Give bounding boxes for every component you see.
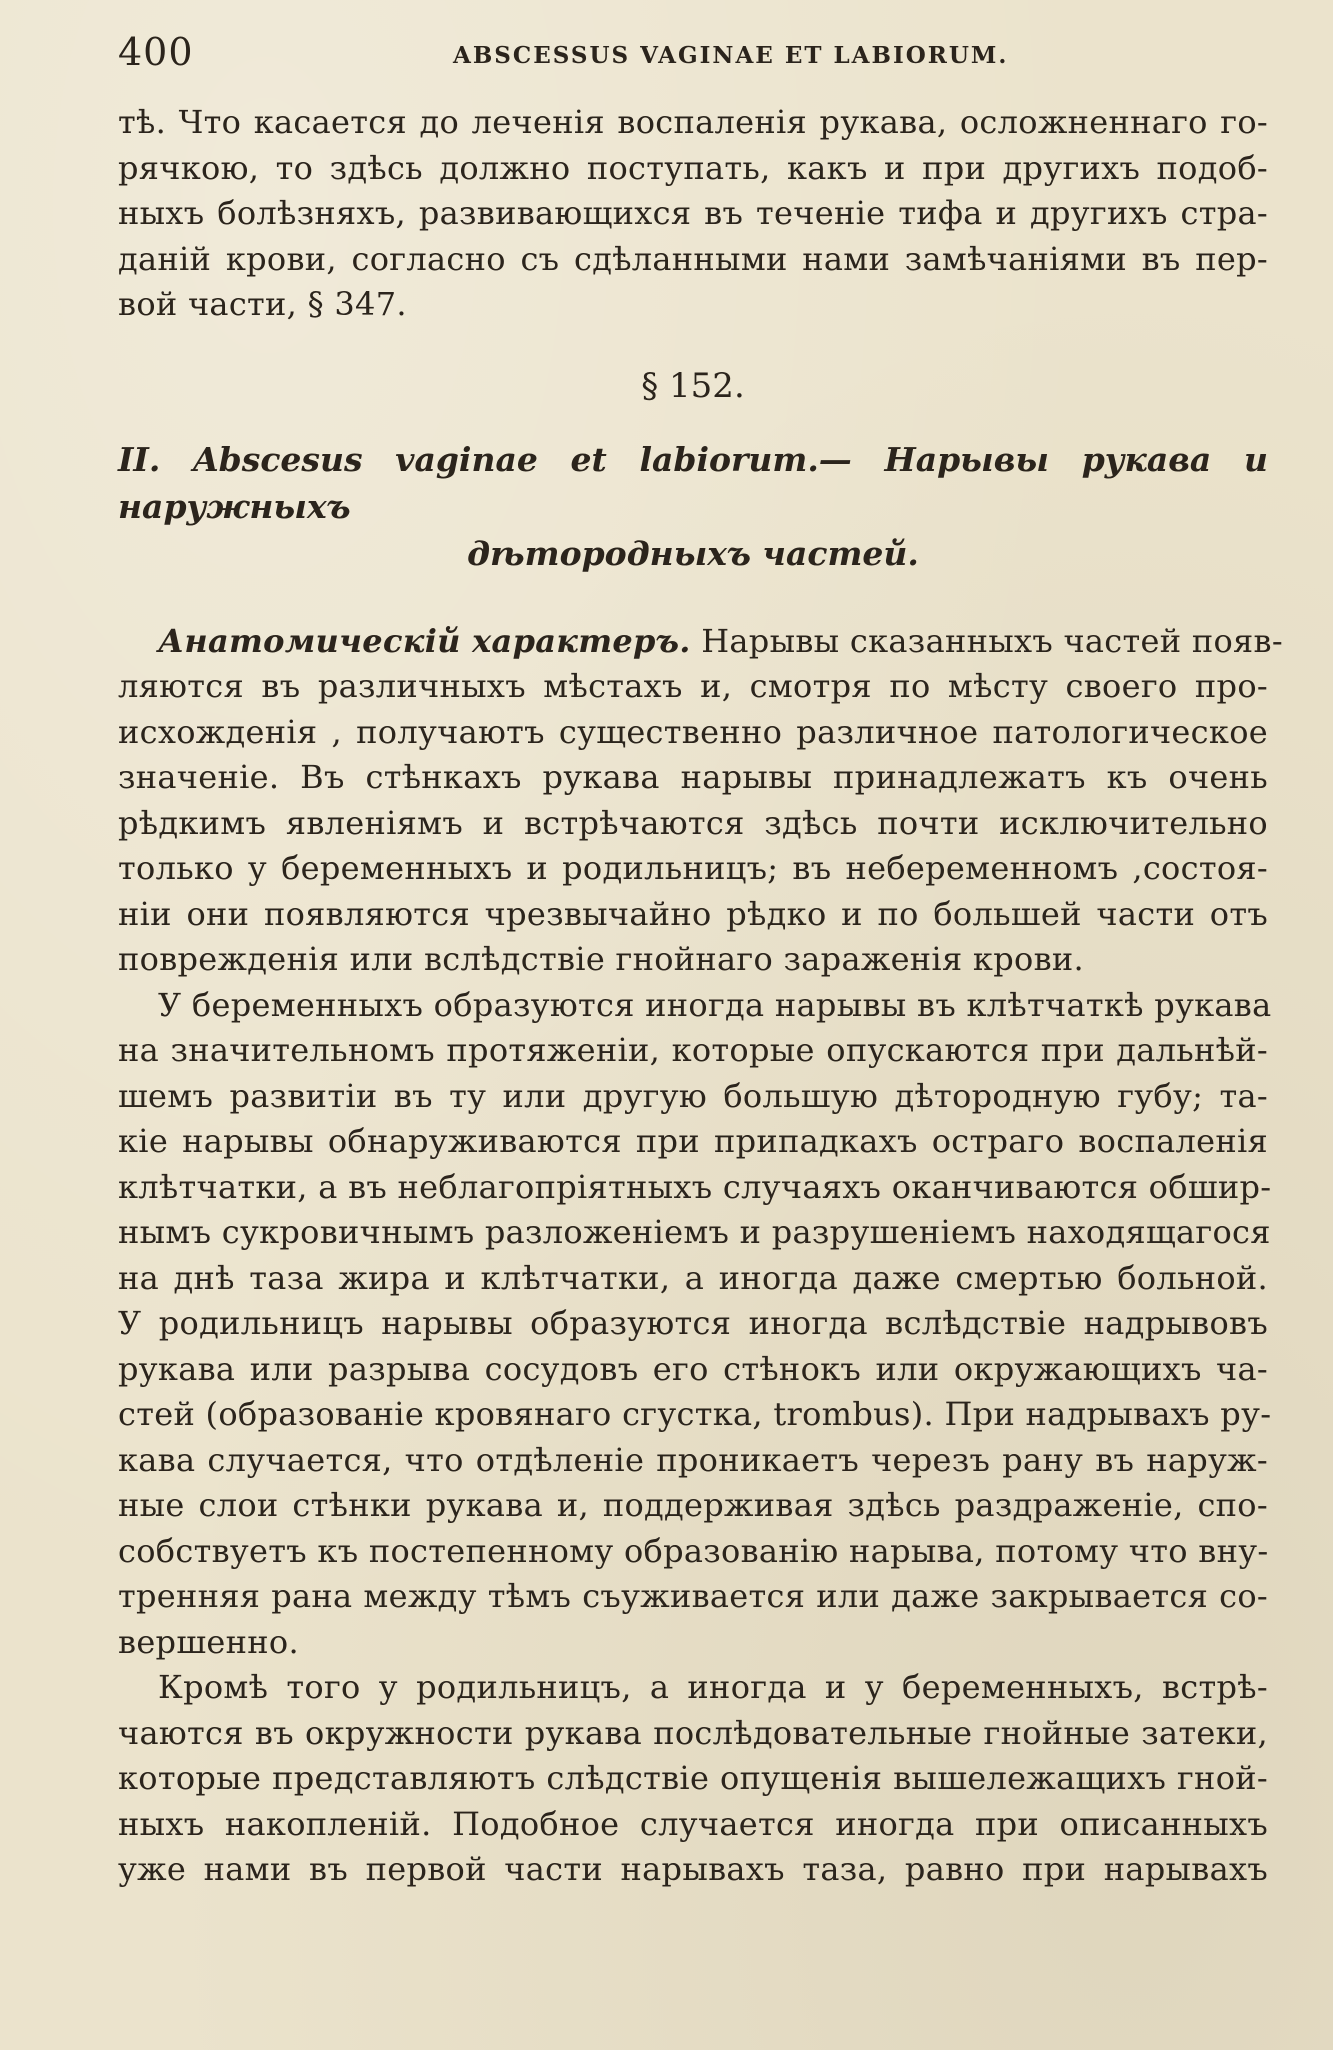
page-body xyxy=(118,100,1283,1893)
text-line: клѣтчатки, а въ неблагопріятныхъ случаяхъ оканчиваются обшир- xyxy=(118,1167,1272,1206)
text-line: нымъ сукровичнымъ разложеніемъ и разрушеніемъ находящагося xyxy=(118,1213,1271,1251)
paragraph-4 xyxy=(118,1665,1268,1893)
section-number: § 152. xyxy=(641,365,745,406)
text-line: вершенно. xyxy=(118,1622,299,1661)
text-line: на значительномъ протяженіи, которые опускаются при дальнѣй- xyxy=(118,1031,1268,1069)
text-line: стей (образованіе кровянаго сгустка, trombus). При надрывахъ ру- xyxy=(118,1395,1272,1433)
text-line: чаются въ окружности рукава послѣдовательные гнойные затеки, xyxy=(118,1713,1268,1752)
text-line: Кромѣ того у родильницъ, а иногда и у беременныхъ, встрѣ- xyxy=(158,1668,1268,1706)
text-line: исхожденія , получаютъ существенно различное патологическое xyxy=(118,712,1268,751)
text-line: даній крови, согласно съ сдѣланными нами замѣчаніями въ пер- xyxy=(118,239,1268,278)
page-number: 400 xyxy=(118,30,194,74)
text-line: значеніе. Въ стѣнкахъ рукава нарывы принадлежатъ къ очень xyxy=(118,758,1268,796)
section-title-line-1: II. Abscesus vaginae et labiorum.— Нарывы рукава и наружныхъ xyxy=(118,439,1268,526)
text-line: рукава или разрыва сосудовъ его стѣнокъ или окружающихъ ча- xyxy=(118,1349,1268,1388)
text-line: только у беременныхъ и родильницъ; въ небеременномъ ,состоя- xyxy=(118,849,1268,887)
running-head: ABSCESSUS VAGINAE ET LABIORUM. xyxy=(453,42,1009,69)
page-header xyxy=(118,30,1268,80)
lead-rest: Нарывы сказанныхъ частей появ- xyxy=(701,621,1283,660)
text-line: ныхъ накопленій. Подобное случается иногда при описанныхъ xyxy=(118,1804,1268,1843)
text-line: У родильницъ нарывы образуются иногда вслѣдствіе надрывовъ xyxy=(118,1304,1268,1342)
text-line: рѣдкимъ явленіямъ и встрѣчаются здѣсь почти исключительно xyxy=(118,803,1268,842)
text-line: которые представляютъ слѣдствіе опущенія вышележащихъ гной- xyxy=(118,1759,1268,1797)
section-title-line-2: дѣтородныхъ частей. xyxy=(467,533,919,573)
text-line: тѣ. Что касается до леченія воспаленія рукава, осложненнаго го- xyxy=(118,103,1268,141)
lead-phrase: Анатомическій характеръ. xyxy=(158,621,691,660)
text-line: на днѣ таза жира и клѣтчатки, а иногда даже смертью больной. xyxy=(118,1258,1268,1297)
text-line: тренняя рана между тѣмъ съуживается или даже закрывается со- xyxy=(118,1577,1268,1615)
text-line: рячкою, то здѣсь должно поступать, какъ и при другихъ подоб- xyxy=(118,148,1268,187)
text-line: ные слои стѣнки рукава и, поддерживая здѣсь раздраженіе, спо- xyxy=(118,1486,1268,1524)
text-line: кава случается, что отдѣленіе проникаетъ черезъ рану въ наруж- xyxy=(118,1440,1268,1479)
text-line: ніи они появляются чрезвычайно рѣдко и по большей части отъ xyxy=(118,894,1268,933)
text-line: уже нами въ первой части нарывахъ таза, равно при нарывахъ xyxy=(118,1850,1268,1888)
text-line: вой части, § 347. xyxy=(118,285,407,323)
text-line: собствуетъ къ постепенному образованію нарыва, потому что вну- xyxy=(118,1531,1269,1570)
text-line: шемъ развитіи въ ту или другую большую дѣтородную губу; та- xyxy=(118,1076,1268,1115)
paragraph-3 xyxy=(118,983,1272,1666)
paragraph-2 xyxy=(118,619,1283,983)
text-line: ныхъ болѣзняхъ, развивающихся въ теченіе тифа и другихъ стра- xyxy=(118,194,1268,232)
text-line: ляются въ различныхъ мѣстахъ и, смотря по мѣсту своего про- xyxy=(118,667,1268,705)
paragraph-1 xyxy=(118,100,1268,328)
text-line: кіе нарывы обнаруживаются при припадкахъ остраго воспаленія xyxy=(118,1122,1268,1160)
text-line-lead xyxy=(118,619,1283,665)
text-line: поврежденія или вслѣдствіе гнойнаго зараженія крови. xyxy=(118,940,1084,978)
section-title xyxy=(118,436,1268,577)
text-line: У беременныхъ образуются иногда нарывы въ клѣтчаткѣ рукава xyxy=(158,985,1272,1024)
